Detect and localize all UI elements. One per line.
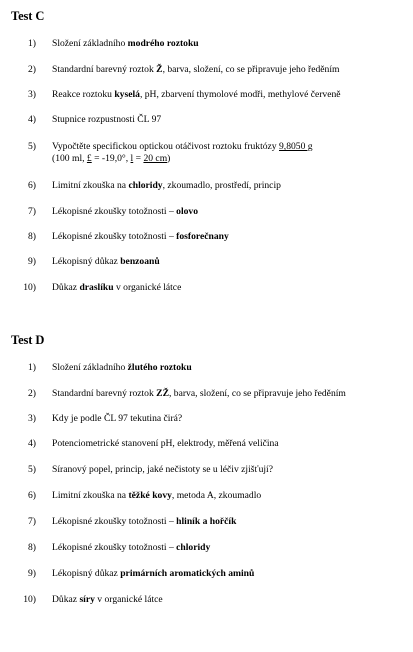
text-run: Standardní barevný roztok [52,64,157,75]
item-text-line2 [52,153,408,165]
item-text [52,568,408,580]
item-number: 9) [28,256,36,267]
item-number: 6) [28,490,36,501]
item-text [52,438,408,450]
item-number: 6) [28,180,36,191]
item-number: 10) [23,594,36,605]
text-run: Síranový popel, princip, jaké nečistoty se u léčiv zjišťují? [52,464,273,475]
text-run: , pH, zbarvení thymolové modři, methylové červeně [139,89,341,100]
item-text [52,231,408,243]
test-c-title: Test C [11,9,45,23]
text-run: žlutého roztoku [127,362,192,373]
text-run: Lékopisné zkoušky totožnosti – [52,542,177,553]
item-number: 7) [28,206,36,217]
item-number: 7) [28,516,36,527]
text-run: benzoanů [120,256,160,267]
item-text [52,206,408,218]
text-run: Stupnice rozpustnosti ČL 97 [52,114,162,125]
text-run: 9,8050 g [279,141,313,152]
text-run: = [133,153,144,164]
item-number: 8) [28,231,36,242]
text-run: , zkoumadlo, prostředí, princip [162,180,281,191]
text-run: Limitní zkouška na [52,180,129,191]
text-run: Důkaz [52,594,80,605]
text-run: v organické látce [94,594,163,605]
item-number: 10) [23,282,36,293]
text-run: olovo [176,206,199,217]
item-text [52,141,408,153]
text-run: 20 cm [143,153,168,164]
item-text [52,64,408,76]
text-run: Kdy je podle ČL 97 tekutina čirá? [52,413,183,424]
text-run: l [130,153,134,164]
text-run: Vypočtěte specifickou optickou otáčivost roztoku fruktózy [52,141,279,152]
text-run: těžké kovy [128,490,172,501]
item-number: 5) [28,141,36,152]
text-run: chloridy [128,180,163,191]
item-text [52,542,408,554]
text-run: Lékopisný důkaz [52,568,121,579]
text-run: Standardní barevný roztok [52,388,157,399]
text-run: ) [167,153,171,164]
text-run: ZŽ [156,388,169,399]
item-text [52,464,408,476]
text-run: fosforečnany [176,231,229,242]
item-text [52,114,408,126]
item-number: 4) [28,438,36,449]
item-text [52,180,408,192]
text-run: Ž [156,64,163,75]
item-number: 2) [28,64,36,75]
text-run: Složení základního [52,362,128,373]
text-run: (100 ml, [52,153,87,164]
item-number: 2) [28,388,36,399]
text-run: kyselá [114,89,140,100]
item-text [52,89,408,101]
item-number: 1) [28,362,36,373]
text-run: Limitní zkouška na [52,490,129,501]
item-text [52,490,408,502]
item-text [52,594,408,606]
item-number: 5) [28,464,36,475]
test-d-title: Test D [11,333,45,347]
item-text [52,413,408,425]
text-run: Lékopisné zkoušky totožnosti – [52,231,177,242]
text-run: primárních aromatických aminů [120,568,255,579]
text-run: Důkaz [52,282,80,293]
item-text [52,388,408,400]
item-text [52,256,408,268]
item-number: 8) [28,542,36,553]
text-run: draslíku [79,282,114,293]
item-text [52,516,408,528]
text-run: , metoda A, zkoumadlo [171,490,262,501]
item-text [52,362,408,374]
text-run: Složení základního [52,38,128,49]
text-run: Lékopisný důkaz [52,256,121,267]
text-run: Reakce roztoku [52,89,115,100]
item-text [52,282,408,294]
text-run: modrého roztoku [127,38,199,49]
item-number: 1) [28,38,36,49]
item-number: 3) [28,89,36,100]
text-run: , barva, složení, co se připravuje jeho ředěním [168,388,346,399]
item-number: 9) [28,568,36,579]
item-number: 4) [28,114,36,125]
item-number: 3) [28,413,36,424]
text-run: síry [79,594,95,605]
text-run: Lékopisné zkoušky totožnosti – [52,206,177,217]
text-run: v organické látce [113,282,182,293]
text-run: = -19,0°, [91,153,131,164]
text-run: chloridy [176,542,211,553]
item-text [52,38,408,50]
text-run: Lékopisné zkoušky totožnosti – [52,516,177,527]
text-run: £ [86,153,92,164]
text-run: , barva, složení, co se připravuje jeho ředěním [162,64,340,75]
text-run: hliník a hořčík [176,516,237,527]
text-run: Potenciometrické stanovení pH, elektrody, měřená veličina [52,438,279,449]
